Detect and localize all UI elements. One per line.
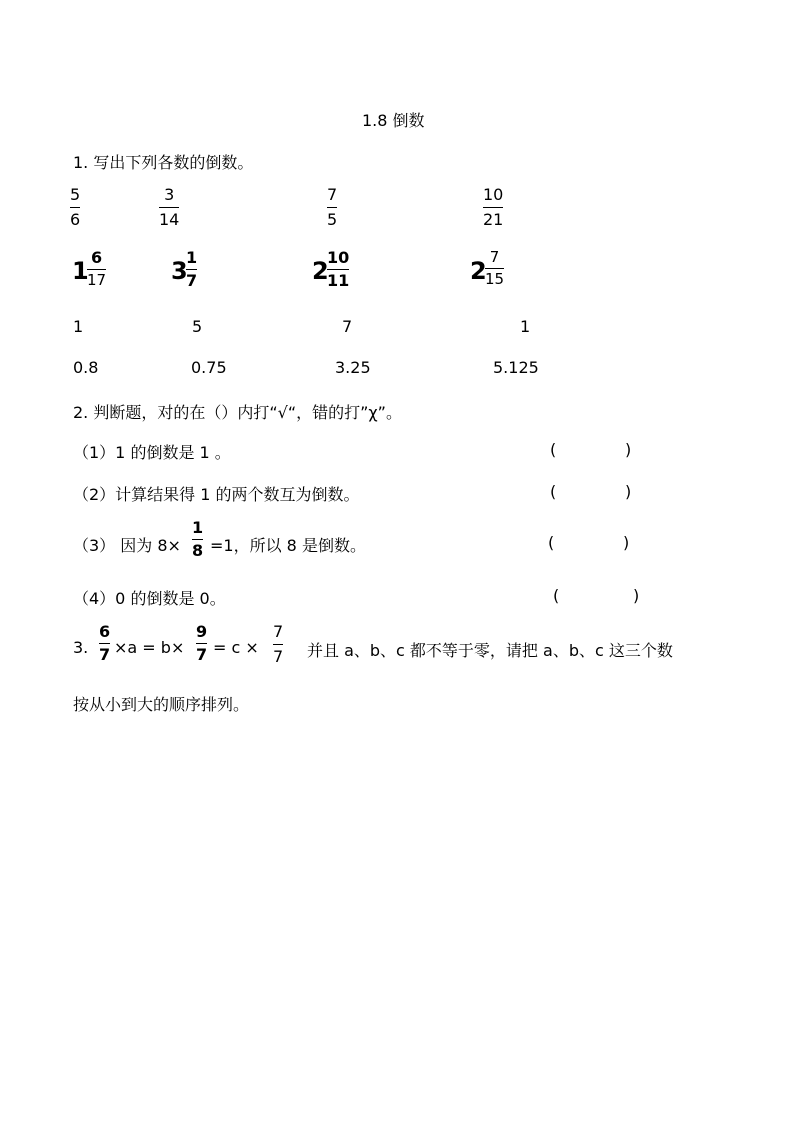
- denominator: 5: [327, 210, 338, 229]
- denominator: 7: [186, 271, 198, 290]
- q1-fraction-3-14: [159, 187, 179, 228]
- numerator: 6: [99, 622, 111, 641]
- denominator: 14: [159, 210, 180, 229]
- answer-paren-close: ): [625, 440, 632, 459]
- fraction-bar: [159, 207, 179, 208]
- answer-paren-open: (: [553, 586, 560, 605]
- answer-paren-open: (: [548, 533, 555, 552]
- denominator: 7: [196, 645, 208, 664]
- q3-number: 3.: [73, 638, 89, 657]
- answer-paren-open: (: [550, 482, 557, 501]
- q2-item-3-tail: =1，所以 8 是倒数。: [210, 536, 366, 555]
- numerator: 7: [273, 622, 284, 641]
- numerator: 6: [90, 248, 103, 267]
- answer-paren-open: (: [550, 440, 557, 459]
- denominator: 8: [192, 541, 204, 560]
- fraction-bar: [99, 643, 110, 644]
- q3-expr-2: = c ×: [213, 638, 259, 657]
- fraction-bar: [327, 269, 349, 270]
- fraction-bar: [186, 269, 197, 270]
- numerator: 5: [70, 185, 81, 204]
- q1-integer: 7: [342, 317, 353, 336]
- answer-paren-close: ): [623, 533, 630, 552]
- mixed-whole: 1: [72, 257, 89, 285]
- q3-fraction-7-7: [273, 624, 283, 665]
- mixed-whole: 2: [470, 257, 487, 285]
- mixed-whole: 3: [171, 257, 188, 285]
- q1-fraction-5-6: [70, 187, 80, 228]
- numerator: 3: [164, 185, 175, 204]
- denominator: 7: [99, 645, 111, 664]
- answer-paren-close: ): [625, 482, 632, 501]
- q1-decimal: 0.75: [191, 358, 227, 377]
- q3-fraction-9-7: [196, 624, 207, 663]
- denominator: 7: [273, 647, 284, 666]
- denominator: 17: [87, 271, 107, 289]
- page-title: 1.8 倒数: [362, 111, 425, 130]
- q2-item-3: （3） 因为 8×: [73, 536, 181, 555]
- mixed-fraction: [327, 250, 349, 289]
- mixed-fraction: [186, 250, 197, 289]
- q1-decimal: 5.125: [493, 358, 539, 377]
- q1-fraction-10-21: [483, 187, 503, 228]
- mixed-whole: 2: [312, 257, 329, 285]
- mixed-fraction: [485, 250, 504, 287]
- denominator: 15: [485, 270, 505, 288]
- answer-paren-close: ): [633, 586, 640, 605]
- mixed-fraction: [87, 250, 106, 288]
- q1-decimal: 0.8: [73, 358, 99, 377]
- q1-integer: 1: [520, 317, 531, 336]
- numerator: 9: [196, 622, 208, 641]
- fraction-bar: [327, 207, 337, 208]
- denominator: 6: [70, 210, 81, 229]
- q3-expr-1: ×a = b×: [114, 638, 185, 657]
- denominator: 11: [327, 271, 350, 290]
- numerator: 7: [489, 248, 500, 266]
- numerator: 7: [327, 185, 338, 204]
- fraction-bar: [196, 643, 207, 644]
- q1-label: 1. 写出下列各数的倒数。: [73, 153, 254, 172]
- q3-text-line2: 按从小到大的顺序排列。: [73, 695, 250, 714]
- q2-item-4: （4）0 的倒数是 0。: [73, 589, 226, 608]
- q3-text: 并且 a、b、c 都不等于零，请把 a、b、c 这三个数: [307, 641, 673, 660]
- numerator: 10: [483, 185, 504, 204]
- fraction-bar: [192, 539, 203, 540]
- numerator: 1: [192, 518, 204, 537]
- q2-item-2: （2）计算结果得 1 的两个数互为倒数。: [73, 485, 360, 504]
- q2-item-1: （1）1 的倒数是 1 。: [73, 443, 231, 462]
- fraction-bar: [70, 207, 80, 208]
- q3-fraction-6-7: [99, 624, 110, 663]
- q1-decimal: 3.25: [335, 358, 371, 377]
- fraction-bar: [485, 268, 504, 269]
- denominator: 21: [483, 210, 504, 229]
- q2-label: 2. 判断题，对的在（）内打“√“，错的打”χ”。: [73, 403, 402, 422]
- q2-item-3-fraction: [192, 520, 203, 559]
- q1-fraction-7-5: [327, 187, 337, 228]
- q1-integer: 5: [192, 317, 203, 336]
- fraction-bar: [483, 207, 503, 208]
- numerator: 1: [186, 248, 198, 267]
- fraction-bar: [273, 644, 283, 645]
- fraction-bar: [87, 269, 106, 270]
- numerator: 10: [327, 248, 350, 267]
- q1-integer: 1: [73, 317, 84, 336]
